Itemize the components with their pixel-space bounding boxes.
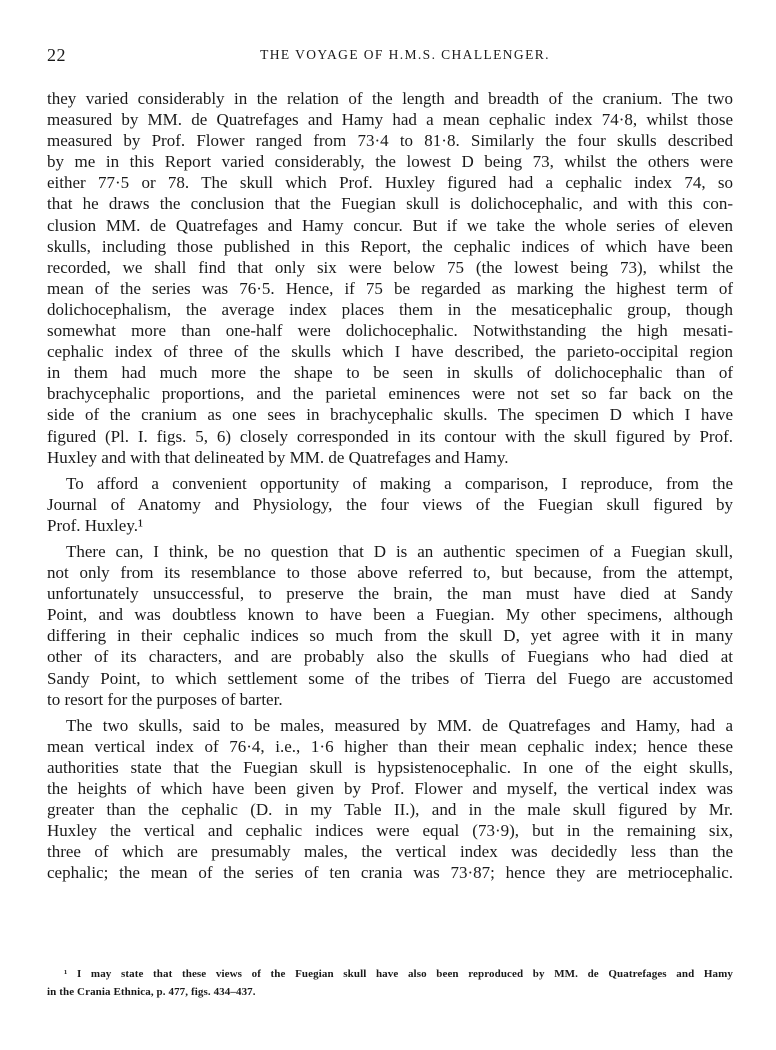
text-line: Huxley and with that delineated by MM. de Quatrefages and Hamy. [47, 447, 509, 467]
text-line: Point, and was doubtless known to have been a Fuegian. My other specimens, although [47, 605, 733, 625]
text-line: Journal of Anatomy and Physiology, the four views of the Fuegian skull figured by [47, 494, 733, 514]
text-line: somewhat more than one-half were dolichocephalic. Notwithstanding the high mesati- [47, 321, 733, 341]
text-line: brachycephalic proportions, and the parietal eminences were not set so far back on the [47, 384, 733, 404]
text-line: other of its characters, and are probably also the skulls of Fuegians who had died at [47, 647, 733, 667]
text-line: measured by Prof. Flower ranged from 73·4 to 81·8. Similarly the four skulls described [47, 131, 733, 151]
text-line: mean of the series was 76·5. Hence, if 75 be regarded as marking the highest term of [47, 278, 733, 298]
text-line: differing in their cephalic indices so much from the skull D, yet agree with it in many [47, 626, 733, 646]
text-line: by me in this Report varied considerably, the lowest D being 73, whilst the others were [47, 152, 733, 172]
text-line: cephalic index of three of the skulls which I have described, the parieto-occipital region [47, 342, 733, 362]
running-title: THE VOYAGE OF H.M.S. CHALLENGER. [260, 47, 550, 62]
text-line: greater than the cephalic (D. in my Table II.), and in the male skull figured by Mr. [47, 800, 733, 820]
text-line: skulls, including those published in this Report, the cephalic indices of which have been [47, 236, 733, 256]
footnote-line: in the Crania Ethnica, p. 477, figs. 434–437. [47, 986, 256, 998]
page-header [47, 45, 733, 69]
paragraph [47, 88, 733, 468]
text-line: three of which are presumably males, the vertical index was decidedly less than the [47, 842, 733, 862]
text-line: To afford a convenient opportunity of making a comparison, I reproduce, from the [66, 473, 733, 493]
text-line: unfortunately unsuccessful, to preserve the brain, the man must have died at Sandy [47, 584, 733, 604]
text-line: that he draws the conclusion that the Fuegian skull is dolichocephalic, and with this con- [47, 194, 733, 214]
page-number: 22 [47, 45, 66, 65]
footnote [47, 965, 733, 1001]
text-line: side of the cranium as one sees in brachycephalic skulls. The specimen D which I have [47, 405, 733, 425]
text-line: figured (Pl. I. figs. 5, 6) closely corresponded in its contour with the skull figured by Prof. [47, 426, 733, 446]
text-line: the heights of which have been given by Prof. Flower and myself, the vertical index was [47, 779, 733, 798]
text-line: There can, I think, be no question that D is an authentic specimen of a Fuegian skull, [66, 541, 733, 561]
paragraph [47, 715, 733, 884]
footnote-line: ¹ I may state that these views of the Fuegian skull have also been reproduced by MM. de Quatrefages and Hamy [64, 968, 733, 980]
text-line: either 77·5 or 78. The skull which Prof. Huxley figured had a cephalic index 74, so [47, 173, 733, 193]
text-line: measured by MM. de Quatrefages and Hamy had a mean cephalic index 74·8, whilst those [47, 110, 733, 130]
paragraph [47, 473, 733, 536]
text-line: clusion MM. de Quatrefages and Hamy concur. But if we take the whole series of eleven [47, 215, 733, 235]
text-line: they varied considerably in the relation of the length and breadth of the cranium. The two [47, 89, 733, 108]
text-line: Huxley the vertical and cephalic indices were equal (73·9), but in the remaining six, [47, 821, 733, 841]
text-line: Prof. Huxley.¹ [47, 515, 144, 535]
text-line: in them had much more the shape to be seen in skulls of dolichocephalic than of [47, 363, 733, 383]
text-line: authorities state that the Fuegian skull is hypsistenocephalic. In one of the eight skulls, [47, 757, 733, 777]
text-line: dolichocephalism, the average index places them in the mesaticephalic group, though [47, 299, 733, 319]
text-line: recorded, we shall find that only six were below 75 (the lowest being 73), whilst the [47, 257, 733, 277]
paragraph [47, 541, 733, 710]
text-line: not only from its resemblance to those above referred to, but because, from the attempt, [47, 563, 733, 583]
text-line: Sandy Point, to which settlement some of the tribes of Tierra del Fuego are accustomed [47, 668, 733, 688]
text-line: mean vertical index of 76·4, i.e., 1·6 higher than their mean cephalic index; hence these [47, 736, 733, 756]
text-line: cephalic; the mean of the series of ten crania was 73·87; hence they are metriocephalic. [47, 863, 733, 883]
text-line: The two skulls, said to be males, measured by MM. de Quatrefages and Hamy, had a [66, 715, 733, 735]
main-text [47, 88, 733, 883]
text-line: to resort for the purposes of barter. [47, 689, 283, 709]
